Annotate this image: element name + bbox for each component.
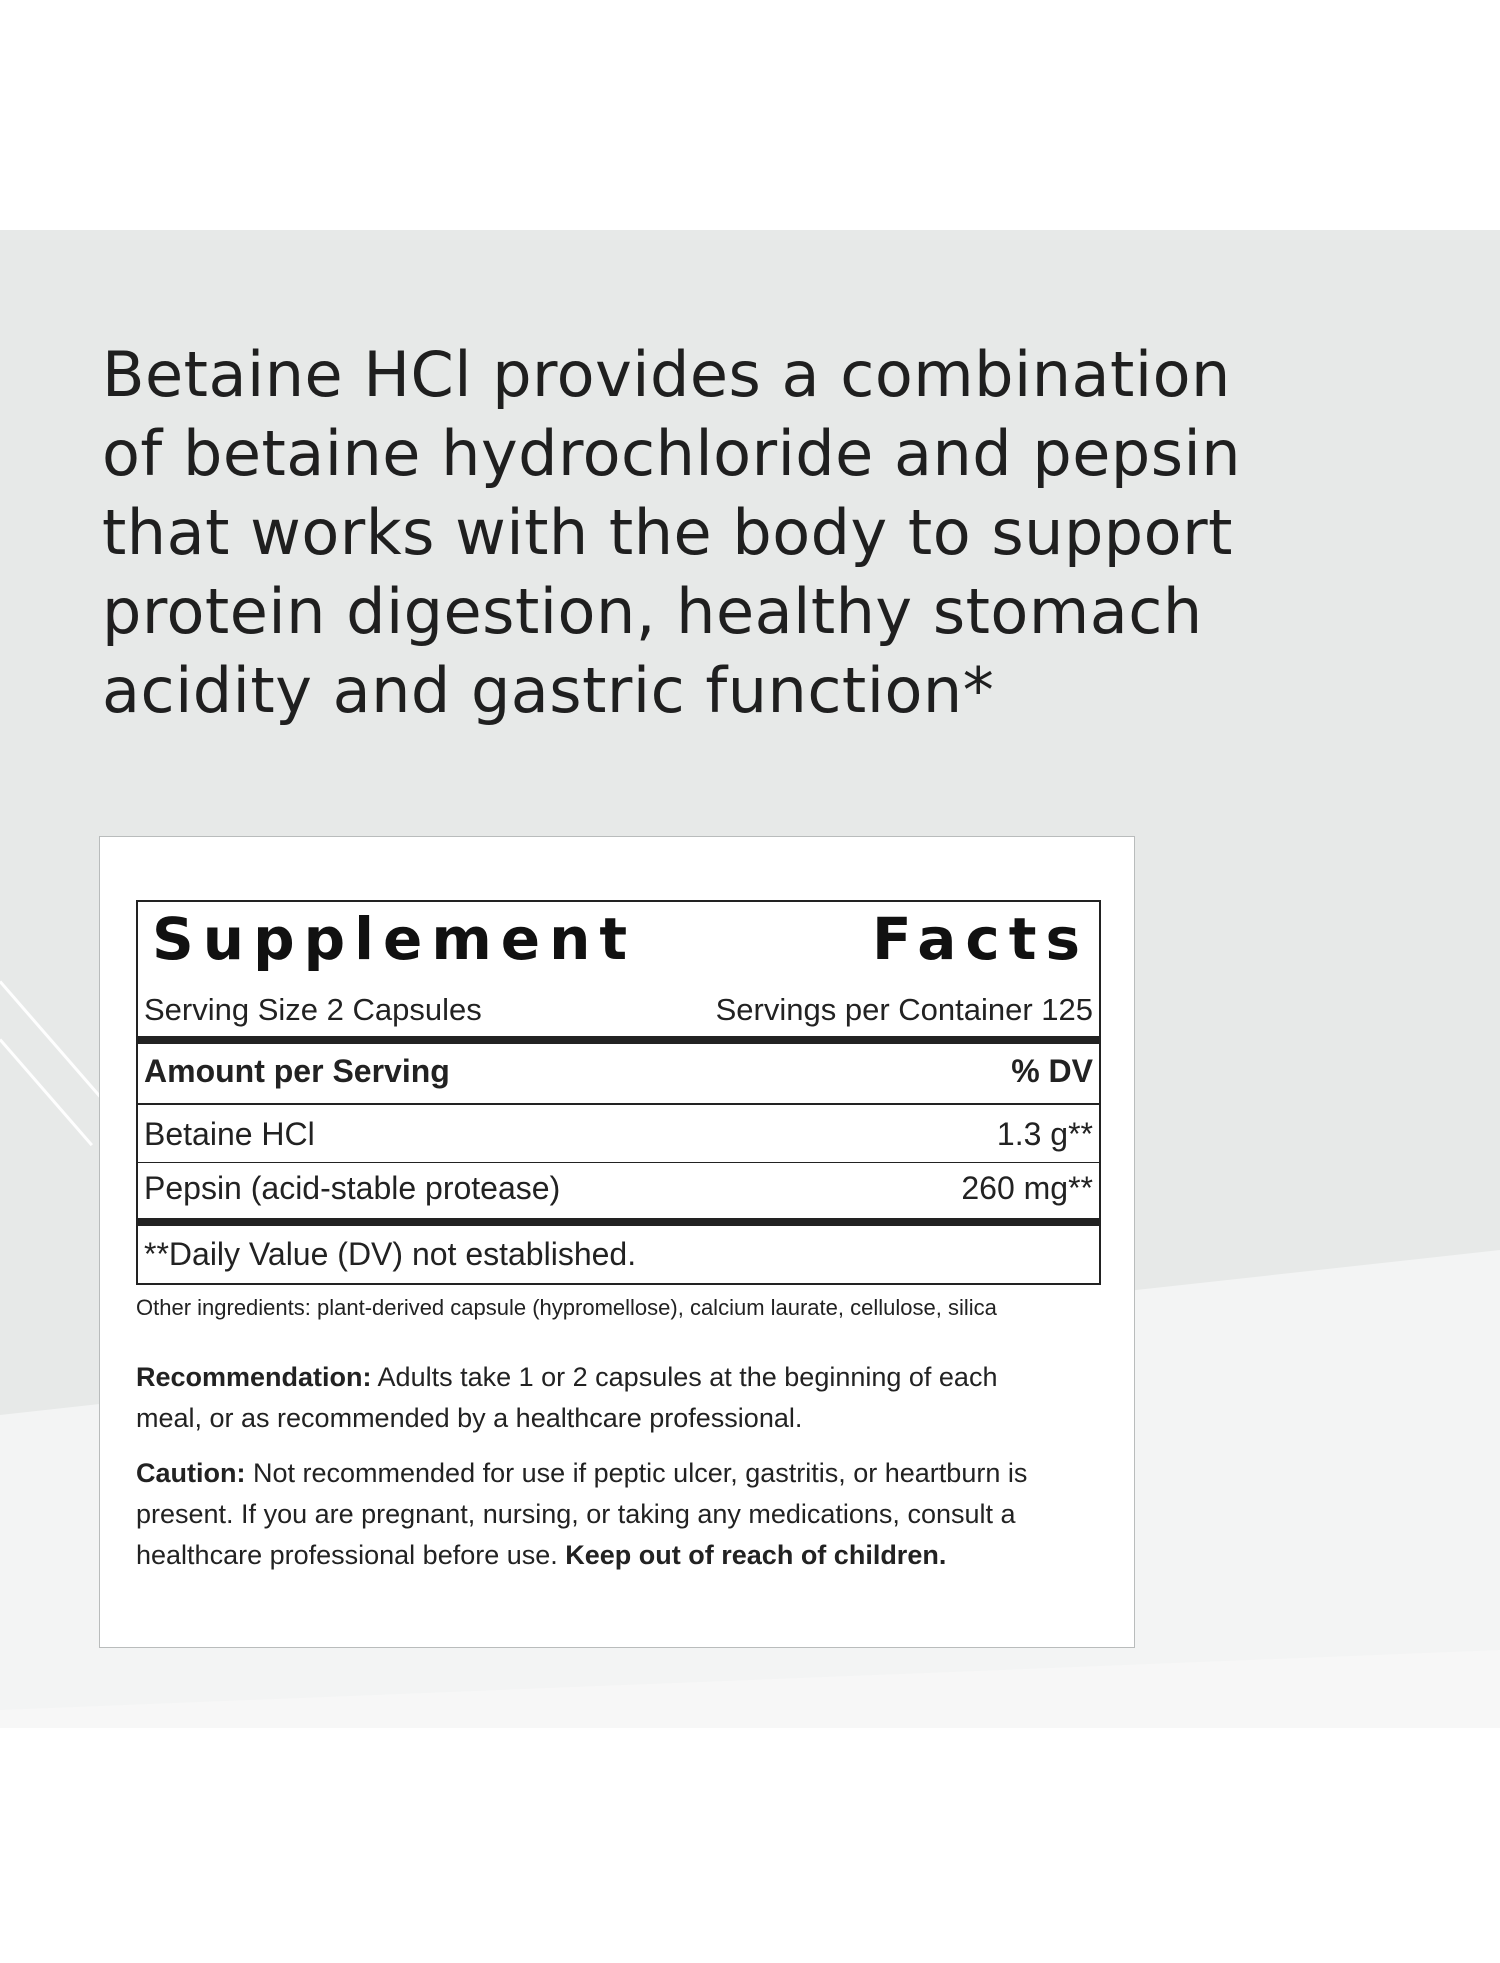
label-card (99, 836, 1135, 1648)
headline-line: Betaine HCl provides a combination (102, 338, 1231, 411)
caution-line: present. If you are pregnant, nursing, or taking any medications, consult a (136, 1499, 1016, 1529)
divider (138, 1103, 1099, 1105)
caution-text: Not recommended for use if peptic ulcer, gastritis, or heartburn is (245, 1458, 1028, 1488)
supplement-facts-panel (136, 900, 1101, 1285)
recommendation-line: meal, or as recommended by a healthcare professional. (136, 1403, 803, 1433)
other-ingredients: Other ingredients: plant-derived capsule (hypromellose), calcium laurate, cellulose, silica (136, 1295, 997, 1320)
caution-line (136, 1535, 1116, 1576)
caution (136, 1453, 1116, 1576)
servings-per-container: Servings per Container 125 (715, 992, 1093, 1027)
divider (138, 1162, 1099, 1163)
caution-label: Caution: (136, 1458, 246, 1488)
dv-footnote: **Daily Value (DV) not established. (144, 1235, 637, 1272)
headline-line: of betaine hydrochloride and pepsin (102, 417, 1242, 490)
amount-header-row (144, 1050, 1093, 1092)
ingredient-name: Pepsin (acid-stable protease) (144, 1169, 561, 1206)
keep-out-of-reach-warning: Keep out of reach of children. (565, 1540, 947, 1570)
recommendation-text: Adults take 1 or 2 capsules at the beginning of each (371, 1362, 998, 1392)
serving-info-row (144, 990, 1093, 1030)
thick-divider (138, 1036, 1099, 1044)
recommendation-label: Recommendation: (136, 1362, 372, 1392)
serving-size: Serving Size 2 Capsules (144, 992, 482, 1027)
recommendation (136, 1357, 1116, 1439)
caution-text: healthcare professional before use. (136, 1540, 566, 1570)
headline-line: that works with the body to support (102, 496, 1233, 569)
supplement-facts-title: Supplement Facts (152, 905, 1089, 973)
caution-line (136, 1453, 1116, 1494)
headline-line: protein digestion, healthy stomach (102, 575, 1203, 648)
decorative-light-streak (0, 981, 106, 1104)
ingredient-amount: 260 mg** (961, 1169, 1093, 1206)
footnote-row (144, 1232, 1093, 1276)
ingredient-amount: 1.3 g** (996, 1115, 1093, 1152)
amount-per-serving-header: Amount per Serving (144, 1052, 450, 1089)
ingredient-row (144, 1112, 1093, 1156)
ingredient-name: Betaine HCl (144, 1115, 315, 1152)
decorative-light-streak (0, 1039, 93, 1147)
thick-divider (138, 1218, 1099, 1226)
ingredient-row (144, 1166, 1093, 1210)
recommendation-line (136, 1357, 1116, 1398)
headline (102, 335, 1402, 730)
dv-header: % DV (1011, 1052, 1093, 1089)
headline-line: acidity and gastric function* (102, 654, 995, 727)
